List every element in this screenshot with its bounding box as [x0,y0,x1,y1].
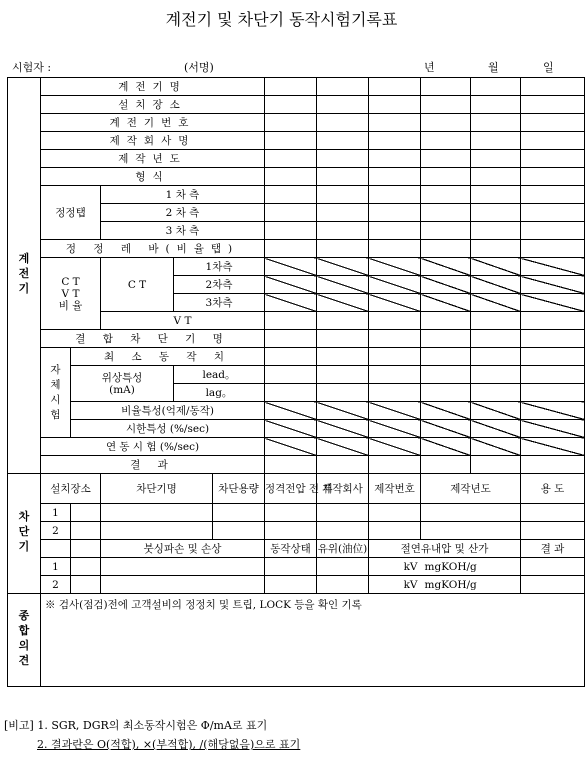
field-cell[interactable] [317,78,369,96]
field-cell[interactable] [369,186,421,204]
diagonal-cell[interactable] [317,438,369,456]
field-cell[interactable] [521,186,585,204]
field-cell[interactable] [369,348,421,366]
time-char-row [8,420,585,438]
field-cell[interactable] [265,522,317,540]
phase-char-text: 위상특성 [101,371,143,384]
diagonal-cell[interactable] [421,258,471,276]
field-cell[interactable] [471,132,521,150]
diagonal-cell[interactable] [265,438,317,456]
field-cell[interactable] [471,222,521,240]
field-cell[interactable] [369,312,421,330]
field-cell[interactable] [317,168,369,186]
manufacture-year-label: 제작년도 [41,150,265,168]
field-cell[interactable] [471,456,521,474]
ratio-bar-label: 정 정 레 바(비율탭) [41,240,265,258]
diagonal-cell[interactable] [369,276,421,294]
ct-group-text: C T [61,275,80,288]
diagonal-cell[interactable] [521,258,585,276]
kv-unit: kV [369,576,421,594]
breaker-name-row [8,330,585,348]
ratio-char-label: 비율특성(억제/동작) [71,402,265,420]
field-cell[interactable] [265,114,317,132]
field-cell[interactable] [317,312,369,330]
remark-line-2: 2. 결과란은 O(적합), ×(부적합), /(해당없음)으로 표기 [37,738,301,751]
field-cell[interactable] [521,348,585,366]
diagonal-cell[interactable] [317,276,369,294]
diagonal-cell[interactable] [471,294,521,312]
breaker-col-serial: 제작번호 [369,474,421,504]
ratio-char-row [8,402,585,420]
relay-section-label: 계 전 기 [8,78,41,474]
field-cell[interactable] [521,204,585,222]
diagonal-cell[interactable] [265,258,317,276]
breaker-row-1 [8,504,585,522]
field-cell[interactable] [317,186,369,204]
diagonal-cell[interactable] [521,438,585,456]
field-cell[interactable] [421,330,471,348]
field-cell[interactable] [265,78,317,96]
field-cell[interactable] [369,522,421,540]
field-cell[interactable] [421,222,471,240]
breaker-col-insulation: 절연유내압 및 산가 [369,540,521,558]
acid-unit: mgKOH/g [421,558,521,576]
interlock-row [8,438,585,456]
manufacturer-label: 제작회사명 [41,132,265,150]
diagonal-cell[interactable] [265,420,317,438]
field-cell[interactable] [71,522,101,540]
field-cell[interactable] [265,330,317,348]
diagonal-cell[interactable] [471,402,521,420]
diagonal-cell[interactable] [421,438,471,456]
diagonal-cell[interactable] [471,420,521,438]
breaker-col-year: 제작년도 [421,474,521,504]
field-cell[interactable] [521,576,585,594]
field-cell[interactable] [421,240,471,258]
breaker-row-3 [8,558,585,576]
field-cell[interactable] [471,150,521,168]
breaker-col-result: 결 과 [521,540,585,558]
field-cell[interactable] [317,504,369,522]
field-cell[interactable] [521,222,585,240]
breaker-col-rated: 정격전압 전 류 [265,474,317,504]
install-location-label: 설치장소 [41,96,265,114]
breaker-row-number: 1 [41,504,71,522]
tester-label: 시험자 : [12,61,52,74]
field-cell[interactable] [471,240,521,258]
manufacture-year-row [8,150,585,168]
field-cell[interactable] [369,456,421,474]
field-cell[interactable] [521,114,585,132]
field-cell[interactable] [521,168,585,186]
diagonal-cell[interactable] [421,402,471,420]
diagonal-cell[interactable] [317,420,369,438]
diagonal-cell[interactable] [369,402,421,420]
relay-result-row [8,456,585,474]
breaker-header-row [8,474,585,504]
field-cell[interactable] [521,312,585,330]
field-cell[interactable] [369,78,421,96]
phase-lead-row [8,366,585,384]
breaker-row-number: 2 [41,522,71,540]
field-cell[interactable] [421,132,471,150]
field-cell[interactable] [317,204,369,222]
field-cell[interactable] [265,168,317,186]
breaker-col-name: 차단기명 [101,474,213,504]
breaker-row-number: 2 [41,576,71,594]
relay-number-label: 계전기번호 [41,114,265,132]
field-cell[interactable] [521,522,585,540]
vt-label: V T [101,312,265,330]
relay-name-label: 계전기명 [41,78,265,96]
breaker-row-number: 1 [41,558,71,576]
field-cell[interactable] [265,132,317,150]
empty-cell [71,540,101,558]
field-cell[interactable] [421,204,471,222]
field-cell[interactable] [421,186,471,204]
field-cell[interactable] [369,384,421,402]
diagonal-cell[interactable] [521,420,585,438]
phase-char-label [71,366,174,402]
field-cell[interactable] [317,576,369,594]
opinion-note: ※ 검사(점검)전에 고객설비의 정정치 및 트립, LOCK 등을 확인 기록 [45,599,362,611]
day-label: 일 [543,61,554,74]
field-cell[interactable] [369,132,421,150]
field-cell[interactable] [421,312,471,330]
field-cell[interactable] [521,504,585,522]
field-cell[interactable] [471,78,521,96]
breaker-row-2 [8,522,585,540]
field-cell[interactable] [265,312,317,330]
field-cell[interactable] [421,456,471,474]
ct-side3-label: 3차측 [174,294,265,312]
ct-vt-group-label [41,258,101,330]
test-record-table [7,77,585,687]
field-cell[interactable] [369,330,421,348]
min-operation-label: 최 소 동 작 치 [71,348,265,366]
diagonal-cell[interactable] [471,258,521,276]
diagonal-cell[interactable] [471,438,521,456]
field-cell[interactable] [317,150,369,168]
relay-name-row [8,78,585,96]
min-operation-row [8,348,585,366]
remarks [4,716,300,754]
diagonal-cell[interactable] [317,402,369,420]
relay-result-label: 결 과 [41,456,265,474]
field-cell[interactable] [213,522,265,540]
field-cell[interactable] [317,558,369,576]
field-cell[interactable] [421,504,521,522]
field-cell[interactable] [317,348,369,366]
field-cell[interactable] [521,240,585,258]
field-cell[interactable] [421,348,471,366]
opinion-section-label: 종 합 의 견 [8,594,41,687]
field-cell[interactable] [471,204,521,222]
tap-row-1 [8,186,585,204]
phase-unit-text: (mA) [109,383,135,396]
field-cell[interactable] [421,366,471,384]
kv-unit: kV [369,558,421,576]
field-cell[interactable] [265,240,317,258]
field-cell[interactable] [265,384,317,402]
field-cell[interactable] [369,96,421,114]
manufacturer-row [8,132,585,150]
field-cell[interactable] [265,558,317,576]
diagonal-cell[interactable] [521,276,585,294]
field-cell[interactable] [421,522,521,540]
breaker-name-label: 결 합 차 단 기 명 [41,330,265,348]
field-cell[interactable] [521,558,585,576]
field-cell[interactable] [471,384,521,402]
opinion-row [8,594,585,687]
ct-side2-label: 2차측 [174,276,265,294]
field-cell[interactable] [521,96,585,114]
field-cell[interactable] [471,186,521,204]
breaker-col-capacity: 차단용량 [213,474,265,504]
ratio-bar-row [8,240,585,258]
field-cell[interactable] [521,132,585,150]
field-cell[interactable] [369,204,421,222]
field-cell[interactable] [421,78,471,96]
diagonal-cell[interactable] [369,258,421,276]
field-cell[interactable] [369,504,421,522]
field-cell[interactable] [521,330,585,348]
breaker-col-location: 설치장소 [41,474,101,504]
field-cell[interactable] [317,132,369,150]
field-cell[interactable] [265,186,317,204]
diagonal-cell[interactable] [265,402,317,420]
breaker-header2-row [8,540,585,558]
field-cell[interactable] [317,96,369,114]
tap-side2-label: 2 차 측 [101,204,265,222]
breaker-col-usage: 용 도 [521,474,585,504]
field-cell[interactable] [265,150,317,168]
field-cell[interactable] [471,366,521,384]
field-cell[interactable] [317,114,369,132]
diagonal-cell[interactable] [317,258,369,276]
diagonal-cell[interactable] [521,294,585,312]
signature-label: (서명) [184,61,214,74]
field-cell[interactable] [521,384,585,402]
tap-label: 정정탭 [41,186,101,240]
field-cell[interactable] [369,366,421,384]
month-label: 월 [488,61,499,74]
field-cell[interactable] [471,114,521,132]
field-cell[interactable] [317,456,369,474]
install-location-row [8,96,585,114]
field-cell[interactable] [265,504,317,522]
breaker-col-maker: 제작회사 [317,474,369,504]
field-cell[interactable] [265,348,317,366]
diagonal-cell[interactable] [421,420,471,438]
vt-group-text: V T [61,287,80,300]
field-cell[interactable] [369,240,421,258]
diagonal-cell[interactable] [471,276,521,294]
field-cell[interactable] [471,312,521,330]
page-title: 계전기 및 차단기 동작시험기록표 [165,10,398,29]
field-cell[interactable] [521,78,585,96]
breaker-row-4 [8,576,585,594]
field-cell[interactable] [101,558,265,576]
empty-cell [41,540,71,558]
diagonal-cell[interactable] [317,294,369,312]
field-cell[interactable] [71,558,101,576]
field-cell[interactable] [71,576,101,594]
lead-label: lead。 [174,366,265,384]
field-cell[interactable] [317,240,369,258]
type-label: 형식 [41,168,265,186]
ct-label: C T [101,258,174,312]
diagonal-cell[interactable] [521,402,585,420]
field-cell[interactable] [317,522,369,540]
field-cell[interactable] [213,504,265,522]
field-cell[interactable] [471,168,521,186]
field-cell[interactable] [265,96,317,114]
year-label: 년 [424,61,435,74]
ct-side1-label: 1차측 [174,258,265,276]
time-char-label: 시한특성 (%/sec) [71,420,265,438]
diagonal-cell[interactable] [265,294,317,312]
field-cell[interactable] [421,96,471,114]
field-cell[interactable] [317,330,369,348]
field-cell[interactable] [317,384,369,402]
field-cell[interactable] [101,522,213,540]
breaker-col-oil-level: 유위(油位) [317,540,369,558]
field-cell[interactable] [471,330,521,348]
type-row [8,168,585,186]
field-cell[interactable] [101,504,213,522]
field-cell[interactable] [421,384,471,402]
acid-unit: mgKOH/g [421,576,521,594]
field-cell[interactable] [101,576,265,594]
breaker-col-operation: 동작상태 [265,540,317,558]
field-cell[interactable] [265,456,317,474]
field-cell[interactable] [521,150,585,168]
field-cell[interactable] [521,366,585,384]
self-test-label: 자 체 시 험 [41,348,71,438]
field-cell[interactable] [265,576,317,594]
diagonal-cell[interactable] [421,294,471,312]
diagonal-cell[interactable] [369,294,421,312]
diagonal-cell[interactable] [369,420,421,438]
breaker-col-bushing: 붓싱파손 및 손상 [101,540,265,558]
interlock-label: 연 동 시 험 (%/sec) [41,438,265,456]
field-cell[interactable] [471,348,521,366]
ratio-group-text: 비 율 [58,299,83,312]
field-cell[interactable] [421,150,471,168]
lag-label: lag。 [174,384,265,402]
field-cell[interactable] [421,168,471,186]
ct-row-1 [8,258,585,276]
field-cell[interactable] [265,204,317,222]
tap-side1-label: 1 차 측 [101,186,265,204]
relay-number-row [8,114,585,132]
field-cell[interactable] [521,456,585,474]
field-cell[interactable] [369,168,421,186]
remark-line-1: [비고] 1. SGR, DGR의 최소동작시험은 Φ/mA로 표기 [4,719,268,732]
field-cell[interactable] [369,222,421,240]
field-cell[interactable] [471,96,521,114]
field-cell[interactable] [421,114,471,132]
diagonal-cell[interactable] [265,276,317,294]
field-cell[interactable] [317,222,369,240]
field-cell[interactable] [265,222,317,240]
field-cell[interactable] [71,504,101,522]
opinion-field[interactable] [41,594,585,687]
tap-side3-label: 3 차 측 [101,222,265,240]
field-cell[interactable] [369,150,421,168]
diagonal-cell[interactable] [421,276,471,294]
diagonal-cell[interactable] [369,438,421,456]
field-cell[interactable] [317,366,369,384]
breaker-section-label: 차 단 기 [8,474,41,594]
field-cell[interactable] [369,114,421,132]
field-cell[interactable] [265,366,317,384]
